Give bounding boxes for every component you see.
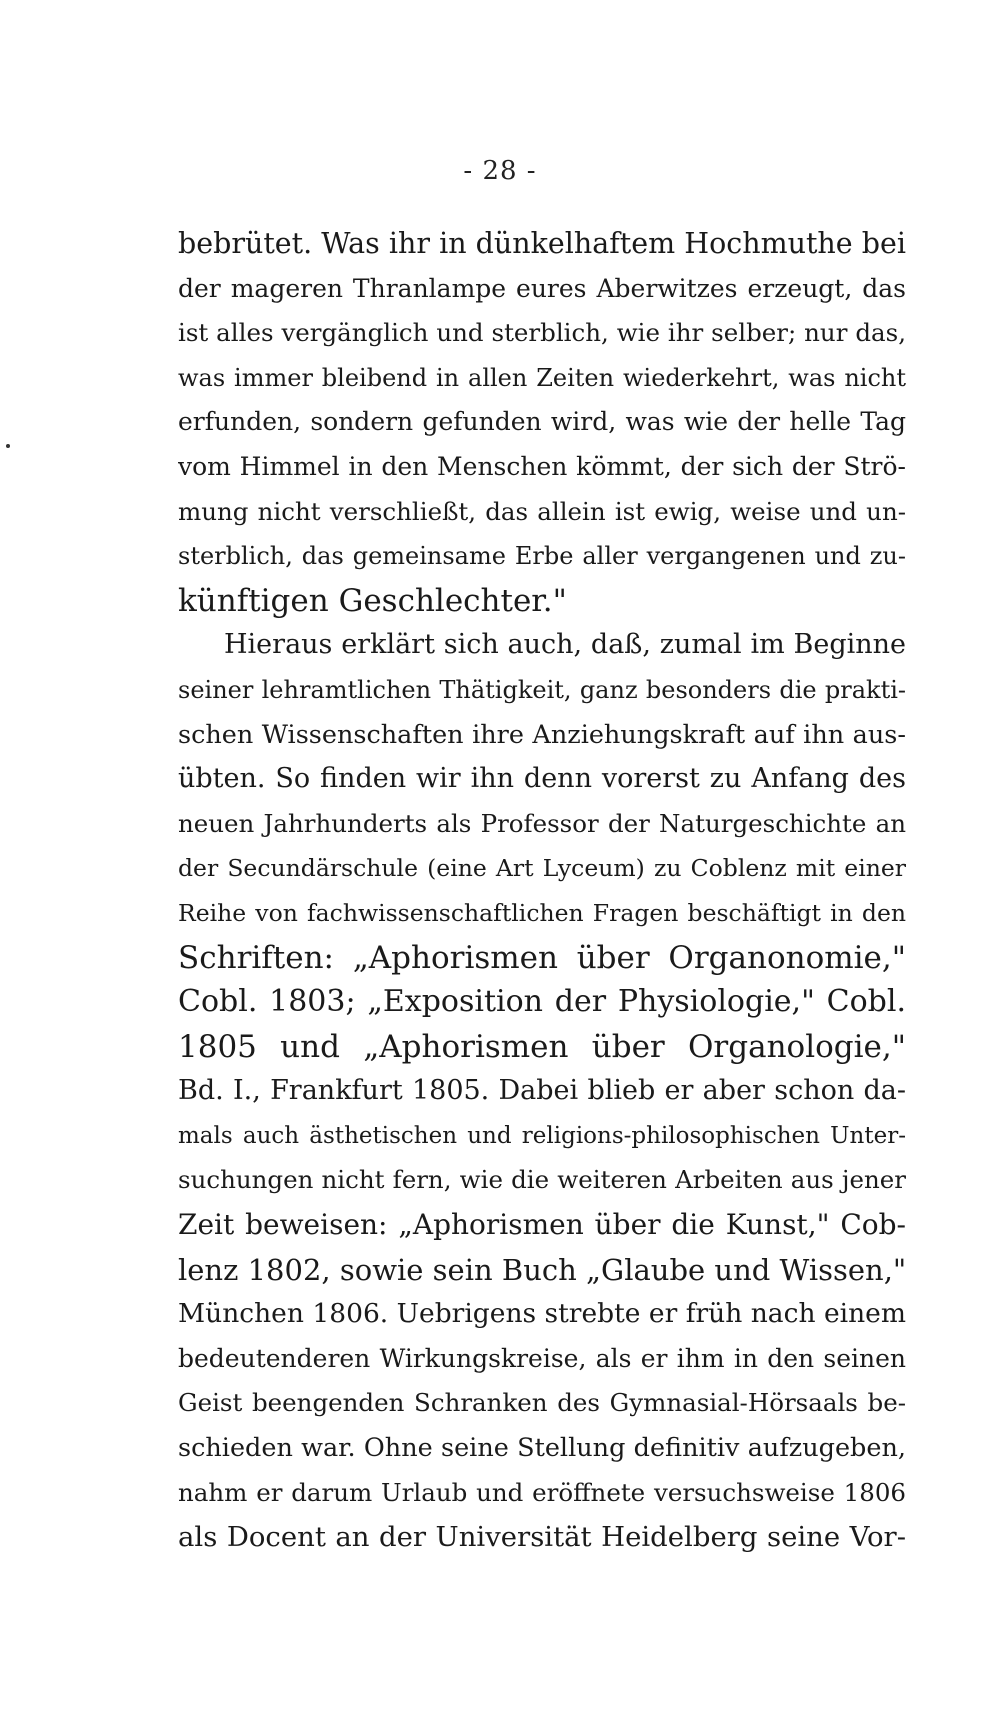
text-line: München 1806. Uebrigens strebte er früh nach einem: [178, 1298, 906, 1330]
margin-mark: [6, 444, 10, 448]
body-text: [178, 222, 906, 1560]
text-line: als Docent an der Universität Heidelberg seine Vor-: [178, 1521, 906, 1554]
text-line: suchungen nicht fern, wie die weiteren Arbeiten aus jener: [178, 1165, 906, 1195]
text-line: bebrütet. Was ihr in dünkelhaftem Hochmuthe bei: [178, 227, 906, 260]
text-line: schen Wissenschaften ihre Anziehungskraft auf ihn aus-: [178, 719, 906, 750]
text-line: Reihe von fachwissenschaftlichen Fragen beschäftigt in den: [178, 898, 906, 927]
text-line: ist alles vergänglich und sterblich, wie ihr selber; nur das,: [178, 318, 906, 348]
text-line: erfunden, sondern gefunden wird, was wie der helle Tag: [178, 407, 906, 437]
text-line: Zeit beweisen: „Aphorismen über die Kunst," Cob-: [178, 1208, 906, 1242]
text-line: schieden war. Ohne seine Stellung definitiv aufzugeben,: [178, 1433, 906, 1464]
text-line: nahm er darum Urlaub und eröffnete versuchsweise 1806: [178, 1477, 906, 1507]
text-line: übten. So finden wir ihn denn vorerst zu Anfang des: [178, 763, 906, 795]
text-line: Cobl. 1803; „Exposition der Physiologie," Cobl.: [178, 984, 906, 1020]
page-number: - 28 -: [463, 156, 537, 186]
text-line: lenz 1802, sowie sein Buch „Glaube und Wissen,": [178, 1252, 906, 1287]
text-line: der mageren Thranlampe eures Aberwitzes erzeugt, das: [178, 273, 906, 303]
text-line: Geist beengenden Schranken des Gymnasial-Hörsaals be-: [178, 1388, 906, 1418]
text-line: künftigen Geschlechter.": [178, 582, 567, 619]
text-line: der Secundärschule (eine Art Lyceum) zu Coblenz mit einer: [178, 854, 906, 883]
text-line: bedeutenderen Wirkungskreise, als er ihm in den seinen: [178, 1343, 906, 1373]
text-line: vom Himmel in den Menschen kömmt, der sich der Strö-: [178, 451, 906, 481]
text-line: Schriften: „Aphorismen über Organonomie,": [178, 939, 906, 976]
text-line: mals auch ästhetischen und religions-philosophischen Unter-: [178, 1122, 906, 1149]
text-line: was immer bleibend in allen Zeiten wiederkehrt, was nicht: [178, 363, 906, 392]
text-line: neuen Jahrhunderts als Professor der Naturgeschichte an: [178, 808, 906, 838]
text-line: sterblich, das gemeinsame Erbe aller vergangenen und zu-: [178, 542, 906, 571]
text-line: seiner lehramtlichen Thätigkeit, ganz besonders die prakti-: [178, 675, 906, 704]
text-line: 1805 und „Aphorismen über Organologie,": [178, 1028, 906, 1065]
text-line: Bd. I., Frankfurt 1805. Dabei blieb er aber schon da-: [178, 1075, 906, 1107]
paragraph-start-line: Hieraus erklärt sich auch, daß, zumal im Beginne: [224, 629, 906, 661]
text-line: mung nicht verschließt, das allein ist ewig, weise und un-: [178, 496, 906, 526]
